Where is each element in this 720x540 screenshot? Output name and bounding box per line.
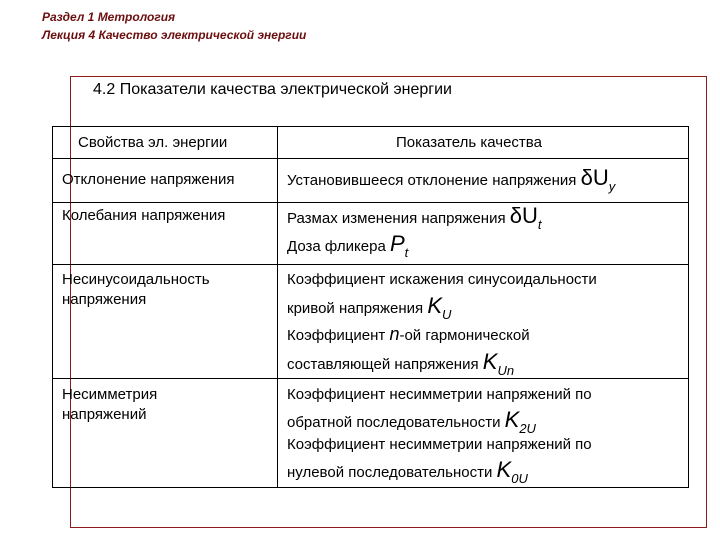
symbol-k: K	[504, 407, 520, 432]
symbol-k: K	[427, 293, 443, 318]
indicator-negative-seq-line1: Коэффициент несимметрии напряжений по	[287, 386, 592, 403]
indicator-flicker-dose: Доза фликера Pt	[287, 231, 409, 260]
indicator-negative-seq-line2: обратной последовательности K2U	[287, 407, 536, 436]
column-divider	[277, 126, 278, 488]
symbol-delta-u: δU	[509, 203, 538, 228]
column-header-property: Свойства эл. энергии	[78, 134, 228, 151]
column-header-indicator: Показатель качества	[396, 134, 542, 151]
property-asymmetry-line2: напряжений	[62, 406, 147, 423]
property-asymmetry-line1: Несимметрия	[62, 386, 158, 403]
header-divider	[52, 158, 689, 159]
header-section: Раздел 1 Метрология	[42, 10, 176, 24]
indicator-distortion-line2: кривой напряжения KU	[287, 293, 452, 322]
indicator-zero-seq-line1: Коэффициент несимметрии напряжений по	[287, 436, 592, 453]
property-voltage-deviation: Отклонение напряжения	[62, 171, 235, 188]
property-nonsinusoidal-line1: Несинусоидальность	[62, 271, 210, 288]
indicator-zero-seq-line2: нулевой последовательности K0U	[287, 457, 528, 486]
property-voltage-fluctuation: Колебания напряжения	[62, 207, 226, 224]
section-title: 4.2 Показатели качества электрической энергии	[93, 81, 452, 98]
indicator-fluctuation-range: Размах изменения напряжения δUt	[287, 203, 542, 232]
symbol-k: K	[496, 457, 512, 482]
indicator-steady-deviation: Установившееся отклонение напряжения δUy	[287, 165, 616, 194]
symbol-delta-u: δU	[580, 165, 609, 190]
symbol-p: P	[389, 231, 405, 256]
symbol-n: n	[389, 324, 400, 344]
row-divider	[52, 202, 689, 203]
indicator-harmonic-line2: составляющей напряжения KUn	[287, 349, 515, 378]
symbol-k: K	[482, 349, 498, 374]
header-lecture: Лекция 4 Качество электрической энергии	[42, 28, 307, 42]
row-divider	[52, 378, 689, 379]
indicator-harmonic-line1: Коэффициент n-ой гармонической	[287, 324, 530, 344]
indicator-distortion-line1: Коэффициент искажения синусоидальности	[287, 271, 597, 288]
row-divider	[52, 264, 689, 265]
property-nonsinusoidal-line2: напряжения	[62, 291, 147, 308]
